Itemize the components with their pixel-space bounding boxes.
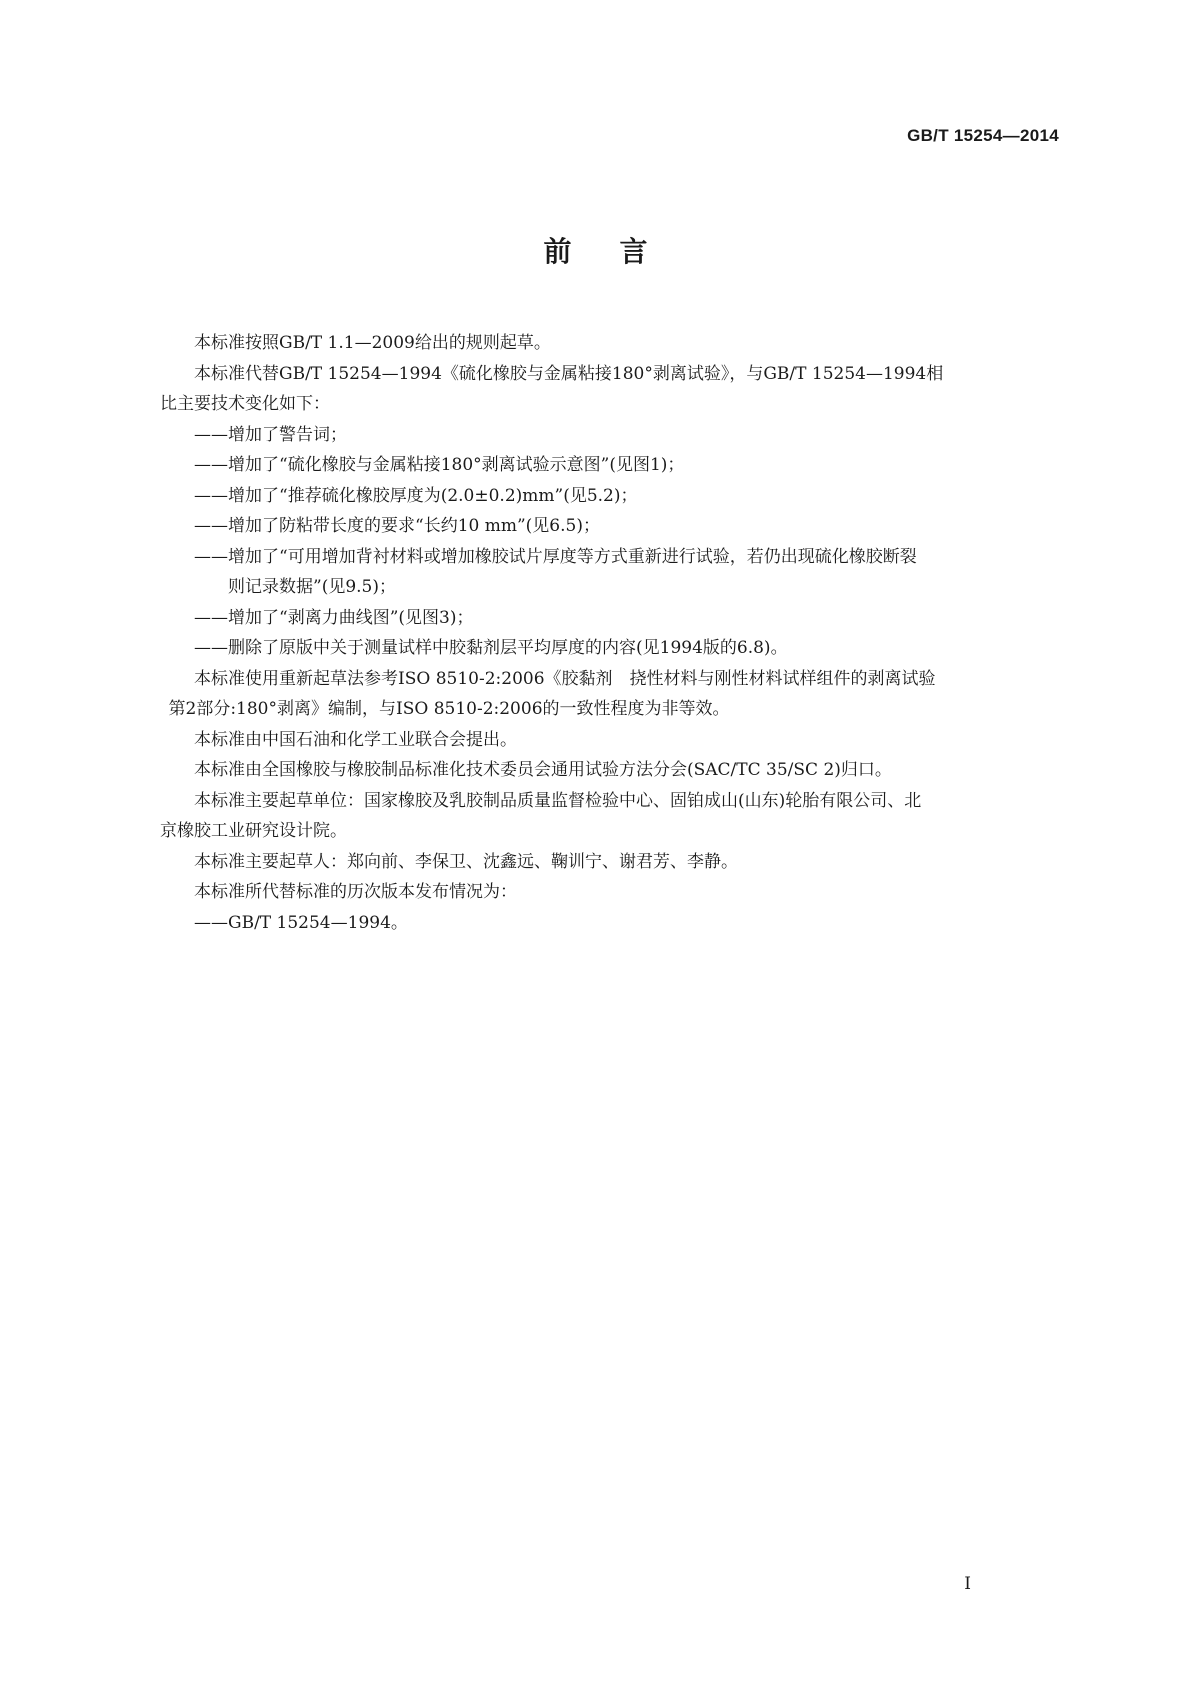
change-item-1: ——增加了警告词； — [194, 424, 347, 445]
change-item-4: ——增加了防粘带长度的要求“长约10 mm”(见6.5)； — [194, 516, 600, 536]
paragraph-replaces-cont: 比主要技术变化如下： — [160, 394, 330, 414]
paragraph-drafting-rules: 本标准按照GB/T 1.1—2009给出的规则起草。 — [194, 333, 551, 353]
paragraph-centralized: 本标准由全国橡胶与橡胶制品标准化技术委员会通用试验方法分会(SAC/TC 35/SC 2)归口。 — [194, 760, 892, 780]
paragraph-replaces: 本标准代替GB/T 15254—1994《硫化橡胶与金属粘接180°剥离试验》，与GB/T 15254—1994相 — [194, 363, 944, 384]
change-item-3: ——增加了“推荐硫化橡胶厚度为(2.0±0.2)mm”(见5.2)； — [194, 485, 638, 506]
paragraph-drafting-units: 本标准主要起草单位：国家橡胶及乳胶制品质量监督检验中心、固铂成山(山东)轮胎有限公司、北 — [194, 790, 922, 811]
paragraph-history: 本标准所代替标准的历次版本发布情况为： — [194, 882, 517, 902]
paragraph-reference: 本标准使用重新起草法参考ISO 8510-2:2006《胶黏剂 挠性材料与刚性材料试样组件的剥离试验 — [194, 668, 936, 689]
change-item-5 — [160, 542, 1057, 603]
paragraph-reference-cont: 第2部分:180°剥离》编制，与ISO 8510-2:2006的一致性程度为非等效。 — [168, 699, 730, 719]
change-item-7: ——删除了原版中关于测量试样中胶黏剂层平均厚度的内容(见1994版的6.8)。 — [194, 638, 788, 658]
page-number: I — [964, 1574, 971, 1594]
standard-code: GB/T 15254—2014 — [907, 126, 1059, 145]
document-body — [160, 328, 1057, 938]
change-item-6: ——增加了“剥离力曲线图”(见图3)； — [194, 607, 474, 628]
paragraph-drafters: 本标准主要起草人：郑向前、李保卫、沈鑫远、鞠训宁、谢君芳、李静。 — [194, 851, 738, 872]
change-item-5-line2: 则记录数据”(见9.5)； — [228, 577, 396, 597]
change-item-5-line1: ——增加了“可用增加背衬材料或增加橡胶试片厚度等方式重新进行试验，若仍出现硫化橡胶断裂 — [194, 546, 917, 567]
paragraph-drafting-units-cont: 京橡胶工业研究设计院。 — [160, 821, 347, 841]
history-item: ——GB/T 15254—1994。 — [194, 912, 408, 933]
page-title: 前言 — [543, 235, 696, 268]
change-item-2: ——增加了“硫化橡胶与金属粘接180°剥离试验示意图”(见图1)； — [194, 455, 685, 475]
paragraph-proposed-by: 本标准由中国石油和化学工业联合会提出。 — [194, 729, 517, 750]
